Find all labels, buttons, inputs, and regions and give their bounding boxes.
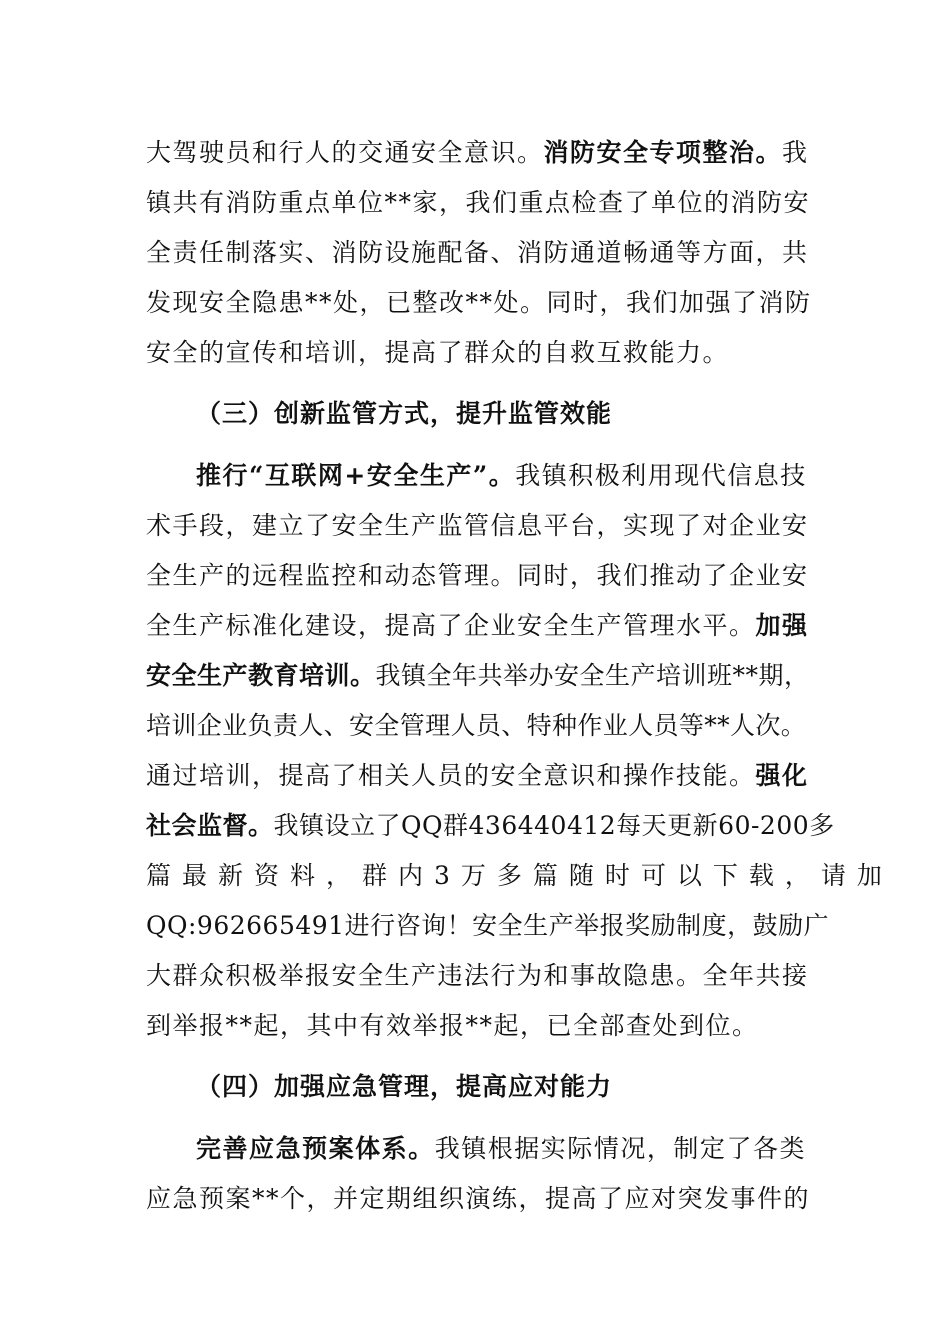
bold-lead-in: 推行“互联网+安全生产”。 <box>196 461 516 490</box>
text-run: 我 <box>782 138 809 167</box>
bold-lead-in: 安全生产教育培训。 <box>146 661 376 690</box>
text-run: 我镇全年共举办安全生产培训班**期， <box>375 661 810 690</box>
text-line <box>146 661 810 691</box>
text-line: 镇共有消防重点单位**家，我们重点检查了单位的消防安 <box>146 188 811 217</box>
text-line: QQ:962665491进行咨询！安全生产举报奖励制度，鼓励广 <box>146 911 830 940</box>
text-run: 我镇根据实际情况，制定了各类 <box>434 1134 806 1163</box>
text-run: 通过培训，提高了相关人员的安全意识和操作技能。 <box>146 761 756 790</box>
text-line: 安全的宣传和培训，提高了群众的自救互救能力。 <box>146 338 730 367</box>
bold-lead-in: 完善应急预案体系。 <box>196 1134 435 1163</box>
text-line <box>196 1134 806 1164</box>
text-line: 大群众积极举报安全生产违法行为和事故隐患。全年共接 <box>146 961 809 990</box>
text-line <box>196 461 806 491</box>
text-line: 应急预案**个，并定期组织演练，提高了应对突发事件的 <box>146 1184 811 1213</box>
bold-lead-in: 加强 <box>755 611 809 640</box>
text-line: 到举报**起，其中有效举报**起，已全部查处到位。 <box>146 1011 759 1040</box>
bold-lead-in: 社会监督。 <box>146 811 274 840</box>
text-line <box>146 138 809 168</box>
section-heading: （三）创新监管方式，提升监管效能 <box>196 399 613 428</box>
text-line <box>146 611 809 641</box>
text-line: 全责任制落实、消防设施配备、消防通道畅通等方面，共 <box>146 238 809 267</box>
text-line: 篇最新资料，群内3万多篇随时可以下载，请加 <box>146 861 893 890</box>
text-run: 我镇设立了QQ群436440412每天更新60-200多 <box>273 811 835 840</box>
text-line: 术手段，建立了安全生产监管信息平台，实现了对企业安 <box>146 511 809 540</box>
section-heading: （四）加强应急管理，提高应对能力 <box>196 1072 613 1101</box>
text-run: 我镇积极利用现代信息技 <box>515 461 807 490</box>
text-run: 全生产标准化建设，提高了企业安全生产管理水平。 <box>146 611 756 640</box>
bold-lead-in: 消防安全专项整治。 <box>543 138 783 167</box>
text-run: 大驾驶员和行人的交通安全意识。 <box>146 138 544 167</box>
text-line <box>146 811 835 841</box>
bold-lead-in: 强化 <box>755 761 809 790</box>
text-line: 全生产的远程监控和动态管理。同时，我们推动了企业安 <box>146 561 809 590</box>
text-line: 发现安全隐患**处，已整改**处。同时，我们加强了消防 <box>146 288 812 317</box>
text-line <box>146 761 809 791</box>
text-line: 培训企业负责人、安全管理人员、特种作业人员等**人次。 <box>146 711 806 740</box>
